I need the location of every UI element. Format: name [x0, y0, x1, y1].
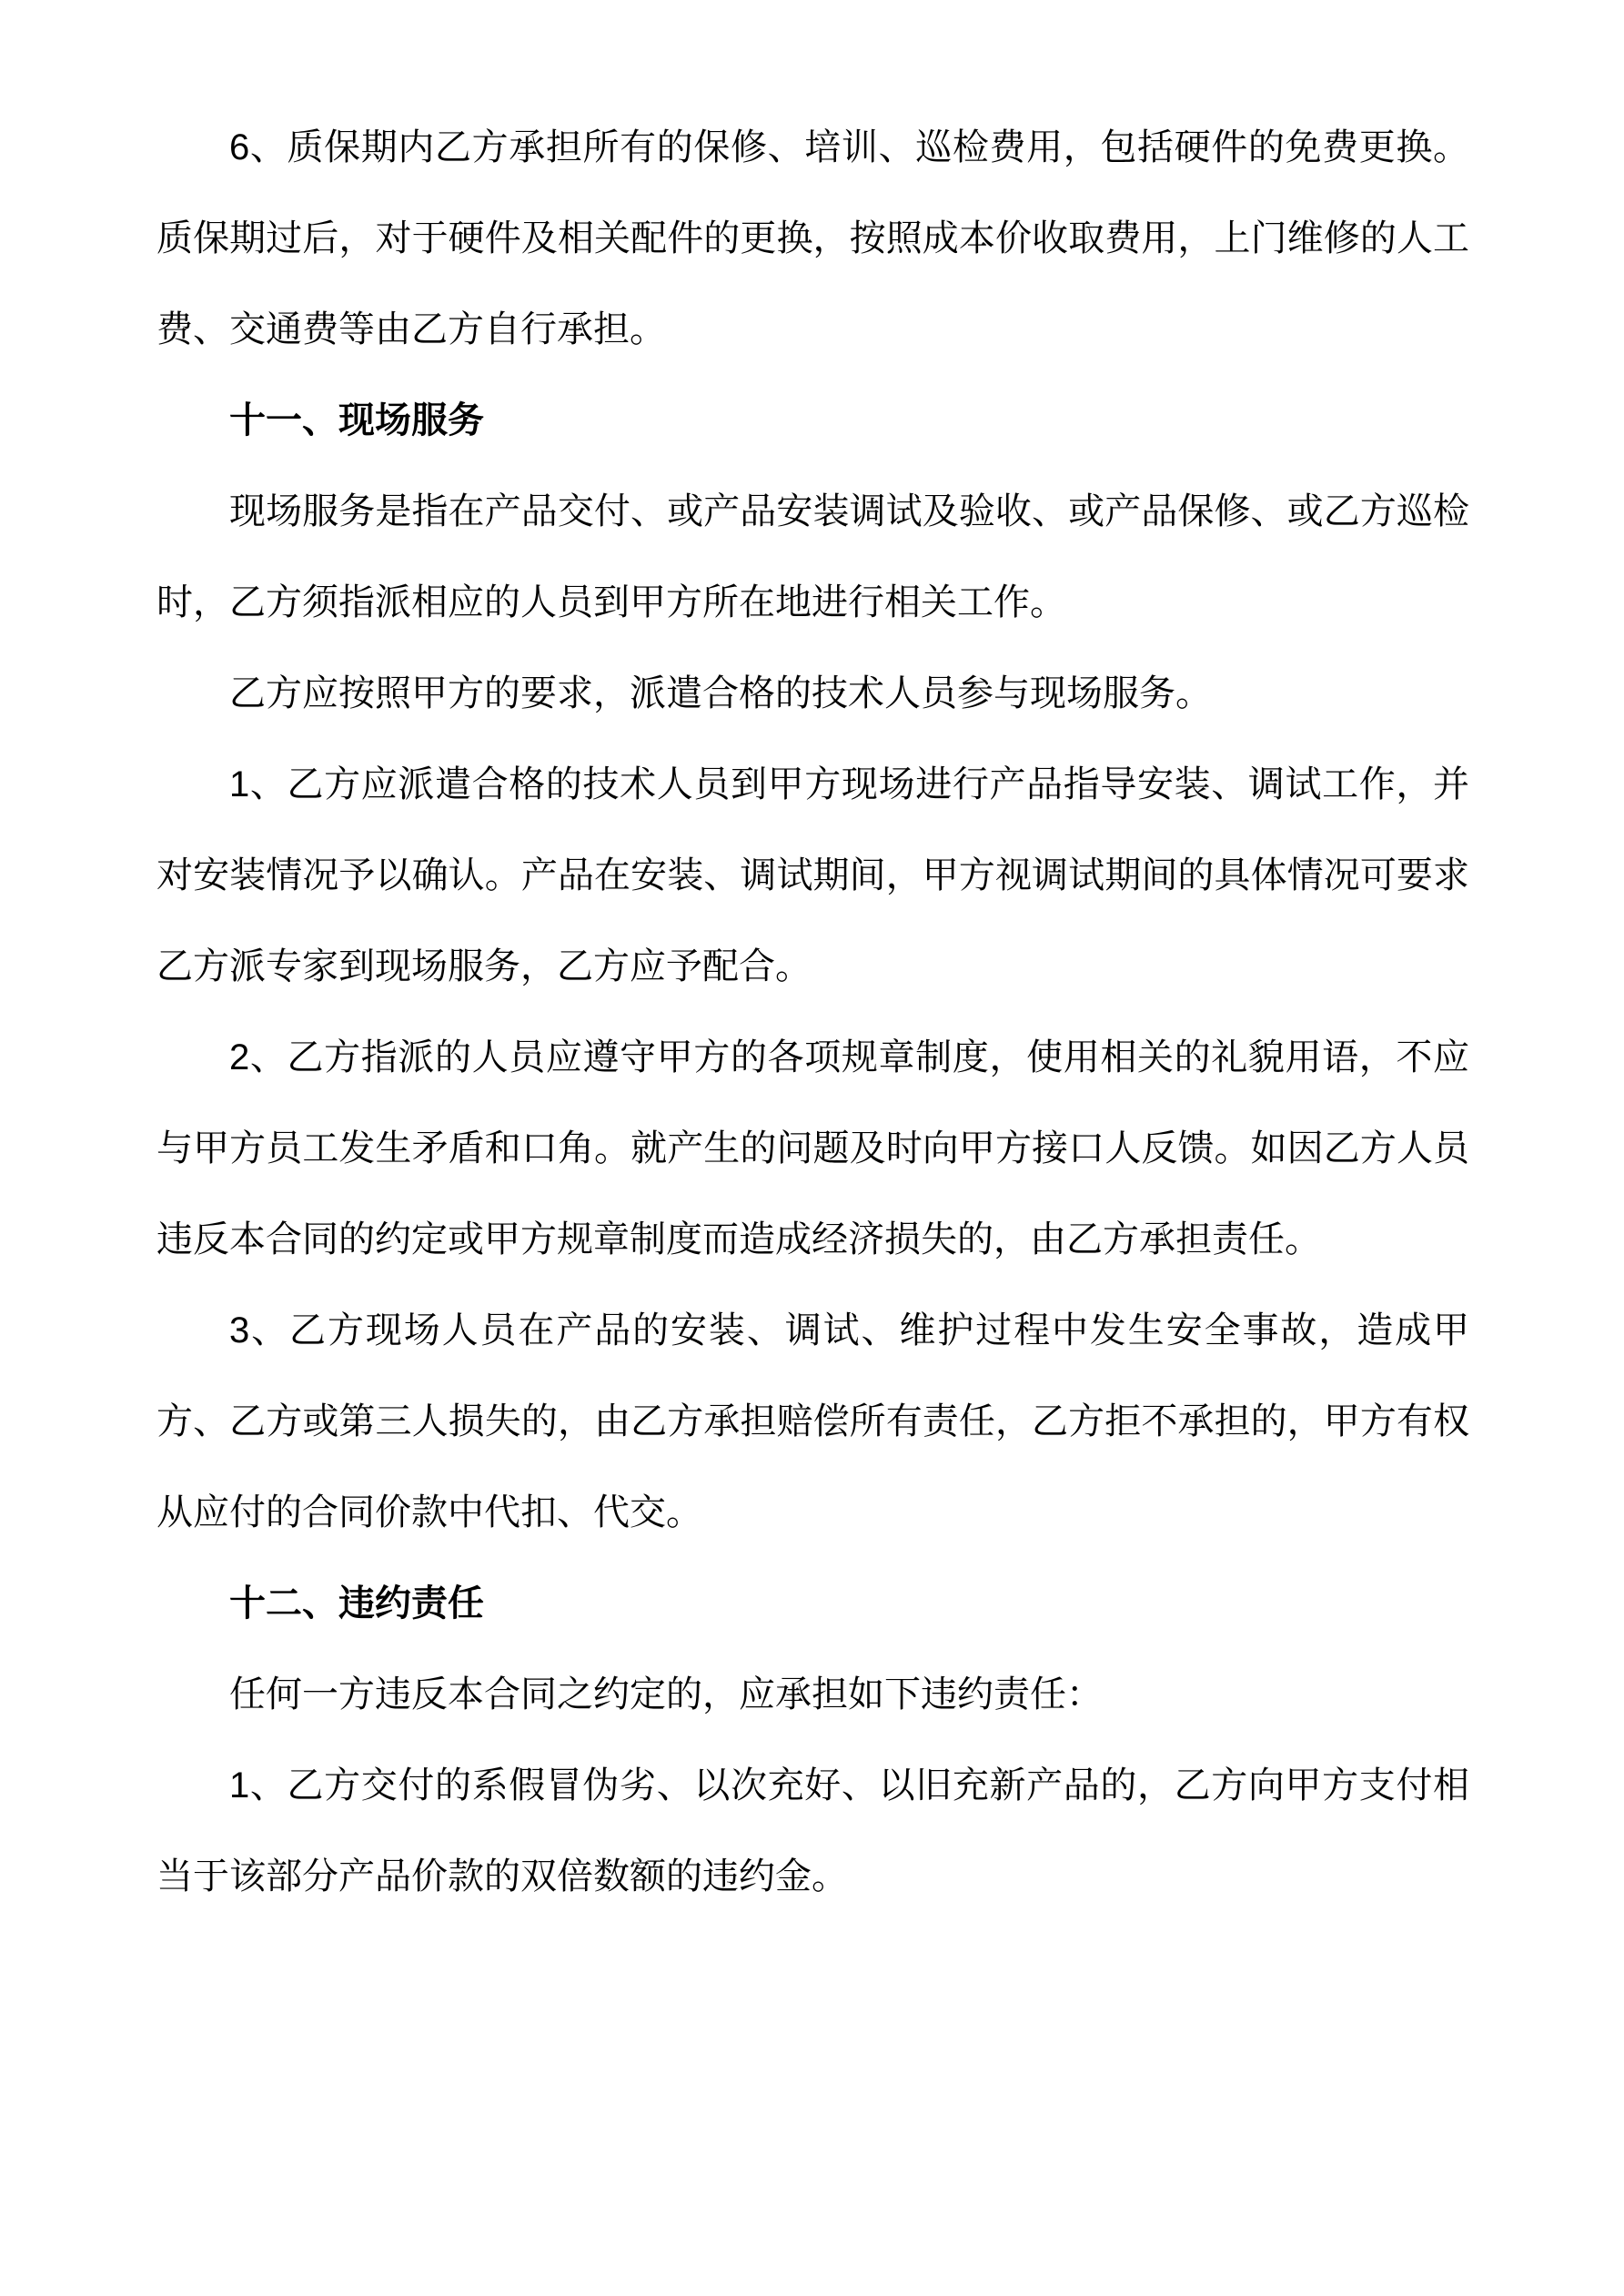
paragraph-dispatch-requirement: 乙方应按照甲方的要求，派遣合格的技术人员参与现场服务。: [229, 673, 1212, 713]
paragraph-onsite-item-3: 3、乙方现场人员在产品的安装、调试、维护过程中发生安全事故，造成甲方、乙方或第三人损失的，由乙方承担赔偿所有责任，乙方拒不承担的，甲方有权从应付的合同价款中代扣、代交。: [156, 1310, 1469, 1532]
paragraph-onsite-item-1: 1、乙方应派遣合格的技术人员到甲方现场进行产品指导安装、调试工作，并对安装情况予以确认。产品在安装、调试期间，甲方视调试期间的具体情况可要求乙方派专家到现场服务，乙方应予配合。: [156, 764, 1469, 986]
section-heading-onsite-service: 十一、现场服务: [229, 400, 484, 440]
paragraph-breach-intro: 任何一方违反本合同之约定的，应承担如下违约责任：: [229, 1674, 1103, 1714]
paragraph-onsite-item-2: 2、乙方指派的人员应遵守甲方的各项规章制度，使用相关的礼貌用语，不应与甲方员工发生矛盾和口角。就产生的问题及时向甲方接口人反馈。如因乙方人员违反本合同的约定或甲方规章制度而造成经济损失的，由乙方承担责任。: [156, 1037, 1469, 1259]
paragraph-breach-item-1: 1、乙方交付的系假冒伪劣、以次充好、以旧充新产品的，乙方向甲方支付相当于该部分产品价款的双倍数额的违约金。: [156, 1765, 1469, 1896]
paragraph-onsite-definition: 现场服务是指在产品交付、或产品安装调试及验收、或产品保修、或乙方巡检时，乙方须指派相应的人员到甲方所在地进行相关工作。: [156, 491, 1469, 622]
section-heading-breach-liability: 十二、违约责任: [229, 1583, 484, 1623]
paragraph-warranty-costs: 6、质保期内乙方承担所有的保修、培训、巡检费用，包括硬件的免费更换。质保期过后，对于硬件及相关配件的更换，按照成本价收取费用，上门维修的人工费、交通费等由乙方自行承担。: [156, 127, 1469, 349]
